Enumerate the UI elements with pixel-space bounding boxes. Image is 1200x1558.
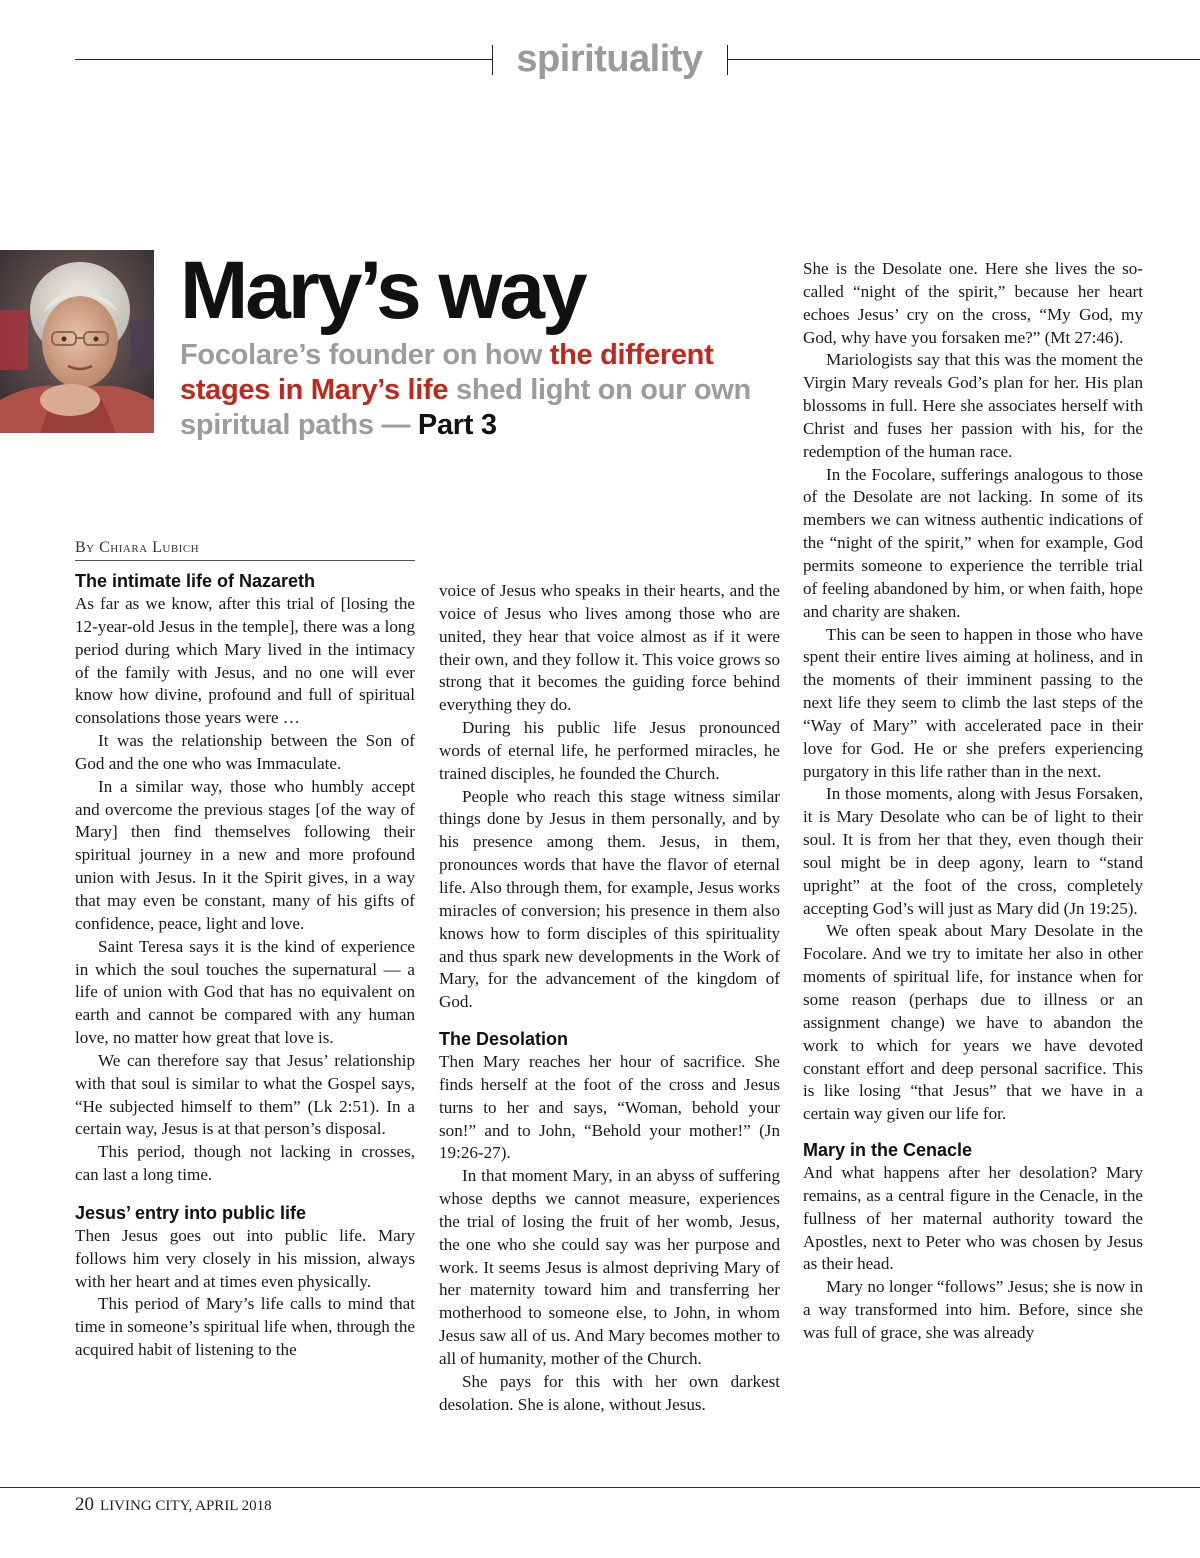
paragraph: This period of Mary’s life calls to mind that time in someone’s spiritual life when, through the acquired habit of listening to the xyxy=(75,1294,415,1360)
paragraph: Mariologists say that this was the moment the Virgin Mary reveals God’s plan for her. His plan blossoms in full. Here she associates herself with Christ and fuses her passion with his, for the redemption of the human race. xyxy=(803,350,1143,461)
paragraph: And what happens after her desolation? Mary remains, as a central figure in the Cenacle, in the fullness of her maternal authority toward the Apostles, next to Peter who was chosen by Jesus as their head. xyxy=(803,1163,1143,1274)
paragraph: In the Focolare, sufferings analogous to those of the Desolate are not lacking. In some of its members we can witness authentic indications of the “night of the spirit,” when for example, God permits someone to experience the terrible trial of feeling abandoned by him, or when faith, hope and charity are shaken. xyxy=(803,464,1143,621)
section-heading-public-life: Jesus’ entry into public life xyxy=(75,1202,307,1223)
article-title: Mary’s way xyxy=(180,245,585,336)
paragraph: voice of Jesus who speaks in their hearts, and the voice of Jesus who lives among those who are united, they hear that voice almost as if it were their own, and they follow it. This voice grows so strong that it becomes the guiding force behind everything they do. xyxy=(439,581,780,715)
subtitle-lead: Focolare’s founder on how xyxy=(180,339,550,371)
article-column-3 xyxy=(803,258,1143,1345)
paragraph: In those moments, along with Jesus Forsaken, it is Mary Desolate who can be of light to their soul. It is from her that they, even though their soul might be in deep agony, learn to “stand upright” at the foot of the cross, completely accepting God’s will just as Mary did (Jn 19:25). xyxy=(803,784,1143,918)
footer-rule xyxy=(0,1487,1200,1488)
paragraph: Saint Teresa says it is the kind of experience in which the soul touches the supernatural — a life of union with God that has no equivalent on earth and cannot be compared with any human love, no matter how great that love is. xyxy=(75,936,415,1048)
paragraph: We often speak about Mary Desolate in the Focolare. And we try to imitate her also in other moments of spiritual life, for instance when for some reason (perhaps due to illness or an assignment change) we have to abandon the work to which for years we have devoted constant effort and deep personal sacrifice. This is like losing “that Jesus” that we have in a certain way given our life for. xyxy=(803,921,1143,1124)
portrait-image xyxy=(0,250,154,433)
paragraph: We can therefore say that Jesus’ relationship with that soul is similar to what the Gospel says, “He subjected himself to them” (Lk 2:51). In a certain way, Jesus is at that person’s disposal. xyxy=(75,1050,415,1139)
section-label: spirituality xyxy=(516,38,703,80)
header-rule-right xyxy=(727,59,1200,60)
paragraph: People who reach this stage witness similar things done by Jesus in them personally, and by his presence among them. Jesus, in them, pronounces words that have the flavor of eternal life. Also through them, for example, Jesus works miracles of conversion; his presence in them also knows how to form disciples of this spirituality and thus spark new developments in the Work of Mary, for the advancement of the kingdom of God. xyxy=(439,786,780,1012)
paragraph: In that moment Mary, in an abyss of suffering whose depths we cannot measure, experiences the trial of losing the fruit of her womb, Jesus, the one who she could say was her purpose and work. It seems Jesus is almost depriving Mary of her maternity toward him and transferring her motherhood to someone else, to John, in whom Jesus saw all of us. And Mary becomes mother to all of humanity, mother of the Church. xyxy=(439,1166,780,1368)
paragraph: Then Mary reaches her hour of sacrifice. She finds herself at the foot of the cross and Jesus turns to her and says, “Woman, behold your son!” and to John, “Behold your mother!” (Jn 19:26-27). xyxy=(439,1052,780,1163)
publication-info: LIVING CITY, APRIL 2018 xyxy=(100,1498,272,1514)
subtitle-highlight: the different stages in Mary’s life xyxy=(180,339,714,406)
byline xyxy=(75,539,415,561)
article-column-1 xyxy=(75,569,415,1362)
header-rule-left xyxy=(75,59,492,60)
paragraph: She is the Desolate one. Here she lives the so-called “night of the spirit,” because her heart echoes Jesus’ cry on the cross, “My God, my God, why have you forsaken me?” (Mt 27:46). xyxy=(803,259,1143,347)
section-heading-nazareth: The intimate life of Nazareth xyxy=(75,571,316,591)
paragraph: During his public life Jesus pronounced words of eternal life, he performed miracles, he trained disciples, he founded the Church. xyxy=(439,718,780,783)
paragraph: Mary no longer “follows” Jesus; she is now in a way transformed into him. Before, since she was full of grace, she was already xyxy=(803,1277,1143,1342)
spacer xyxy=(803,1126,1143,1138)
section-heading-desolation: The Desolation xyxy=(439,1029,569,1050)
paragraph: It was the relationship between the Son of God and the one who was Immaculate. xyxy=(75,731,415,773)
subtitle-middle: shed light on our own spiritual paths — xyxy=(180,374,751,441)
header-tick-right xyxy=(727,45,728,75)
paragraph: This period, though not lacking in crosses, can last a long time. xyxy=(75,1142,415,1185)
paragraph: This can be seen to happen in those who have spent their entire lives aiming at holiness, and in the moments of their imminent passing to the next life they seem to climb the last steps of the “Way of Mary” with accelerated pace in their love for God. He or she prefers experiencing purgatory in this life rather than in the next. xyxy=(803,624,1143,781)
subtitle-part-label: Part 3 xyxy=(417,409,497,441)
article-column-2 xyxy=(439,580,780,1417)
author-photo xyxy=(0,250,154,433)
page-number: 20 xyxy=(75,1494,94,1515)
spacer xyxy=(75,1187,415,1201)
paragraph: In a similar way, those who humbly accept and overcome the previous stages [of the way of Mary] then find themselves following their spiritual journey in a new and more profound union with Jesus. In it the Spirit gives, in a way that may even be constant, many of his gifts of confidence, peace, light and love. xyxy=(75,776,415,933)
paragraph: Then Jesus goes out into public life. Mary follows him very closely in his mission, always with her heart and at times even physically. xyxy=(75,1225,415,1291)
section-heading-cenacle: Mary in the Cenacle xyxy=(803,1140,973,1161)
paragraph: She pays for this with her own darkest desolation. She is alone, without Jesus. xyxy=(439,1371,780,1414)
paragraph: As far as we know, after this trial of [losing the 12-year-old Jesus in the temple], there was a long period during which Mary lived in the intimacy of the family with Jesus, and no one will ever know how divine, profound and full of spiritual consolations those years were … xyxy=(75,594,415,728)
spacer xyxy=(439,1014,780,1027)
page-footer xyxy=(75,1494,272,1516)
article-subtitle xyxy=(180,338,790,443)
byline-text: By Chiara Lubich xyxy=(75,539,200,556)
